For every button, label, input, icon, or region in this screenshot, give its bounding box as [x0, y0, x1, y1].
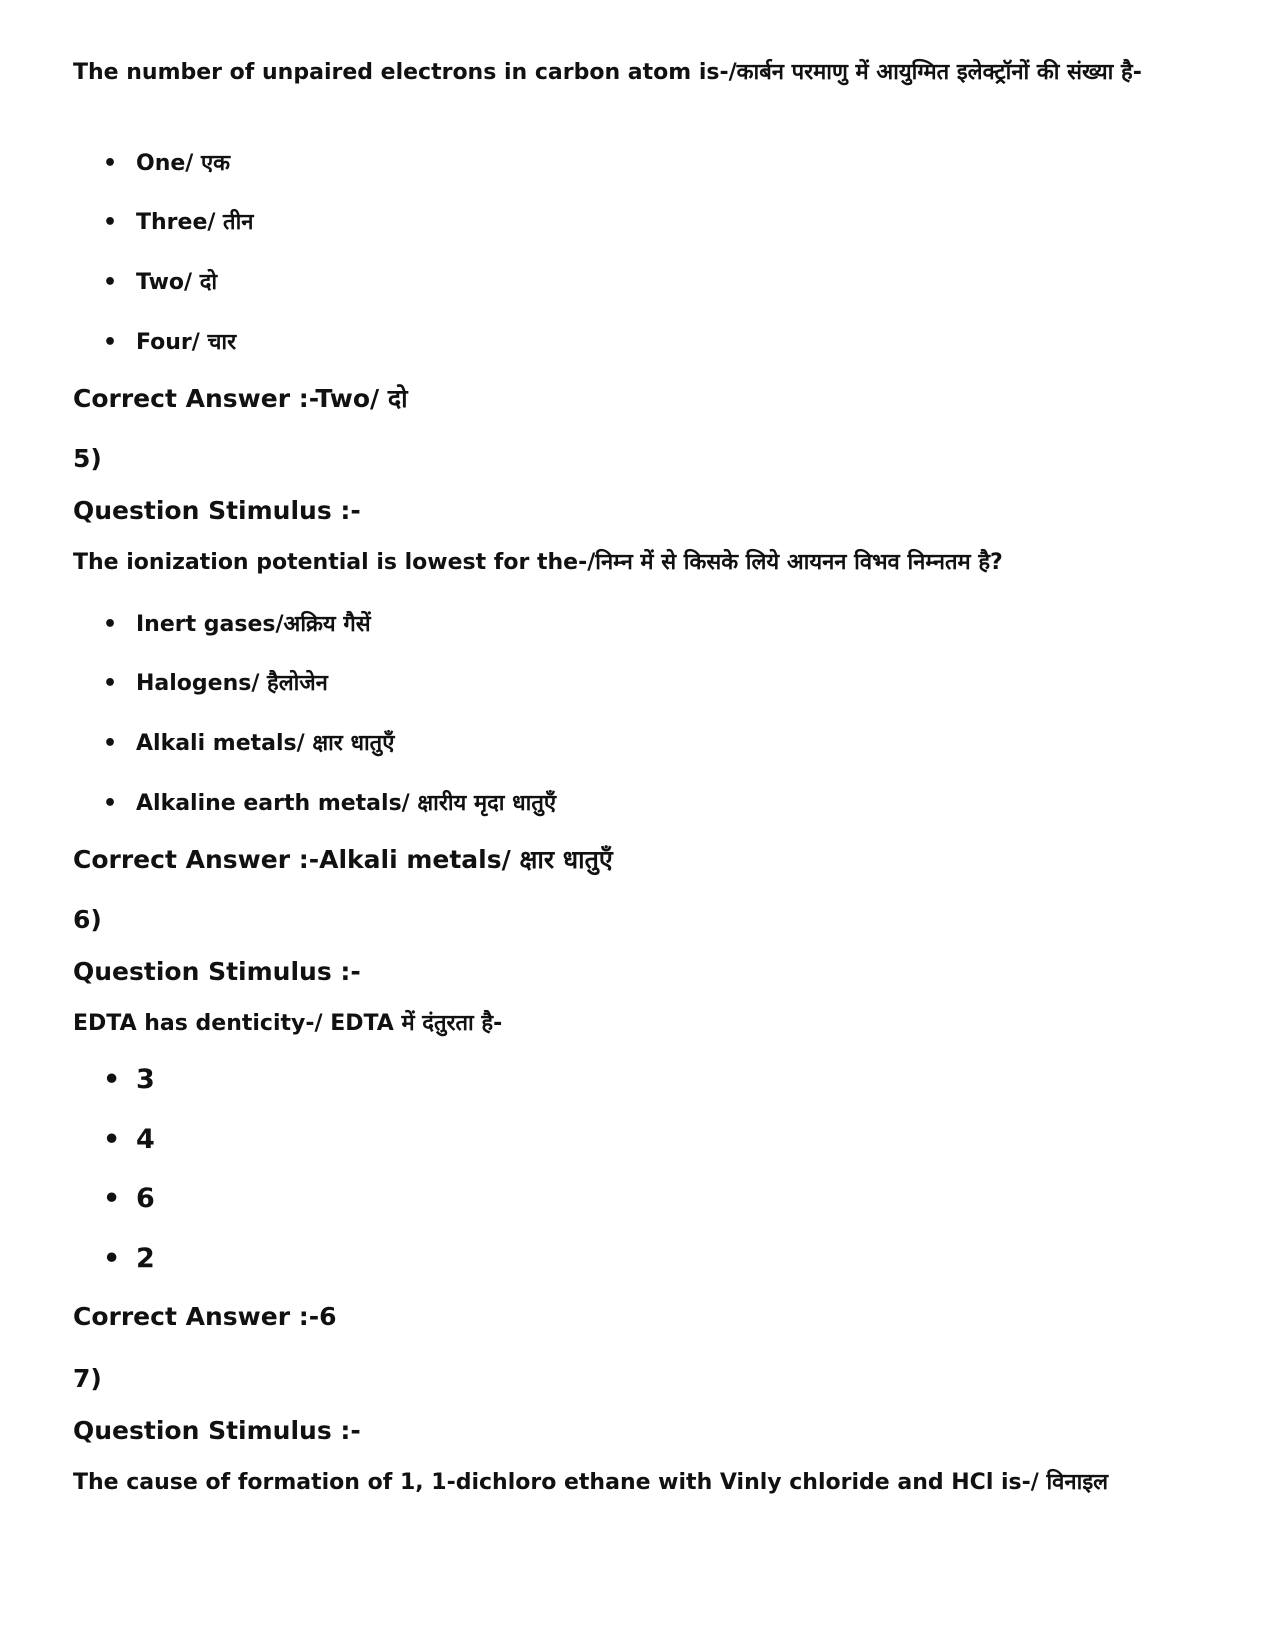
question-5-number: 5)	[73, 444, 102, 473]
question-6-stimulus-label: Question Stimulus :-	[73, 957, 361, 986]
question-6-number: 6)	[73, 905, 102, 934]
bullet-icon: •	[103, 330, 118, 355]
option-label: Four/ चार	[136, 330, 237, 355]
bullet-icon: •	[103, 151, 118, 176]
question-6-option-3	[103, 1183, 155, 1214]
question-7-number: 7)	[73, 1364, 102, 1393]
bullet-icon: •	[103, 1064, 121, 1095]
option-label: 4	[136, 1124, 155, 1155]
option-label: Halogens/ हैलोजेन	[136, 671, 328, 696]
bullet-icon: •	[103, 1243, 121, 1274]
question-5-text: The ionization potential is lowest for the-/निम्न में से किसके लिये आयनन विभव निम्नतम है?	[73, 550, 1003, 575]
question-4-option-2	[103, 206, 254, 236]
option-label: Alkali metals/ क्षार धातुएँ	[136, 731, 395, 756]
question-4-correct-answer: Correct Answer :-Two/ दो	[73, 384, 408, 413]
question-5-option-2	[103, 667, 328, 697]
bullet-icon: •	[103, 671, 118, 696]
question-6-text: EDTA has denticity-/ EDTA में दंतुरता है-	[73, 1011, 503, 1036]
question-7-text: The cause of formation of 1, 1-dichloro ethane with Vinly chloride and HCl is-/ विनाइल	[73, 1470, 1109, 1495]
question-6-option-2	[103, 1124, 155, 1155]
question-4-option-4	[103, 326, 236, 356]
question-6-correct-answer: Correct Answer :-6	[73, 1302, 337, 1331]
question-7-stimulus-label: Question Stimulus :-	[73, 1416, 361, 1445]
option-label: 2	[136, 1243, 155, 1274]
bullet-icon: •	[103, 731, 118, 756]
question-6-option-4	[103, 1243, 155, 1274]
option-label: Alkaline earth metals/ क्षारीय मृदा धातुएँ	[136, 791, 557, 816]
question-6-option-1	[103, 1064, 155, 1095]
bullet-icon: •	[103, 612, 118, 637]
bullet-icon: •	[103, 1183, 121, 1214]
option-label: Inert gases/अक्रिय गैसें	[136, 612, 371, 637]
question-5-option-1	[103, 608, 371, 638]
option-label: Two/ दो	[136, 270, 218, 295]
bullet-icon: •	[103, 270, 118, 295]
question-4-option-3	[103, 266, 217, 296]
question-5-option-3	[103, 727, 394, 757]
option-label: 6	[136, 1183, 155, 1214]
option-label: 3	[136, 1064, 155, 1095]
question-5-stimulus-label: Question Stimulus :-	[73, 496, 361, 525]
bullet-icon: •	[103, 210, 118, 235]
bullet-icon: •	[103, 791, 118, 816]
question-4-text: The number of unpaired electrons in carbon atom is-/कार्बन परमाणु में आयुग्मित इलेक्ट्रॉनों की संख्या है-	[73, 60, 1142, 85]
bullet-icon: •	[103, 1124, 121, 1155]
question-5-option-4	[103, 787, 556, 817]
question-5-correct-answer: Correct Answer :-Alkali metals/ क्षार धातुएँ	[73, 845, 613, 874]
option-label: Three/ तीन	[136, 210, 254, 235]
question-4-option-1	[103, 147, 230, 177]
option-label: One/ एक	[136, 151, 231, 176]
